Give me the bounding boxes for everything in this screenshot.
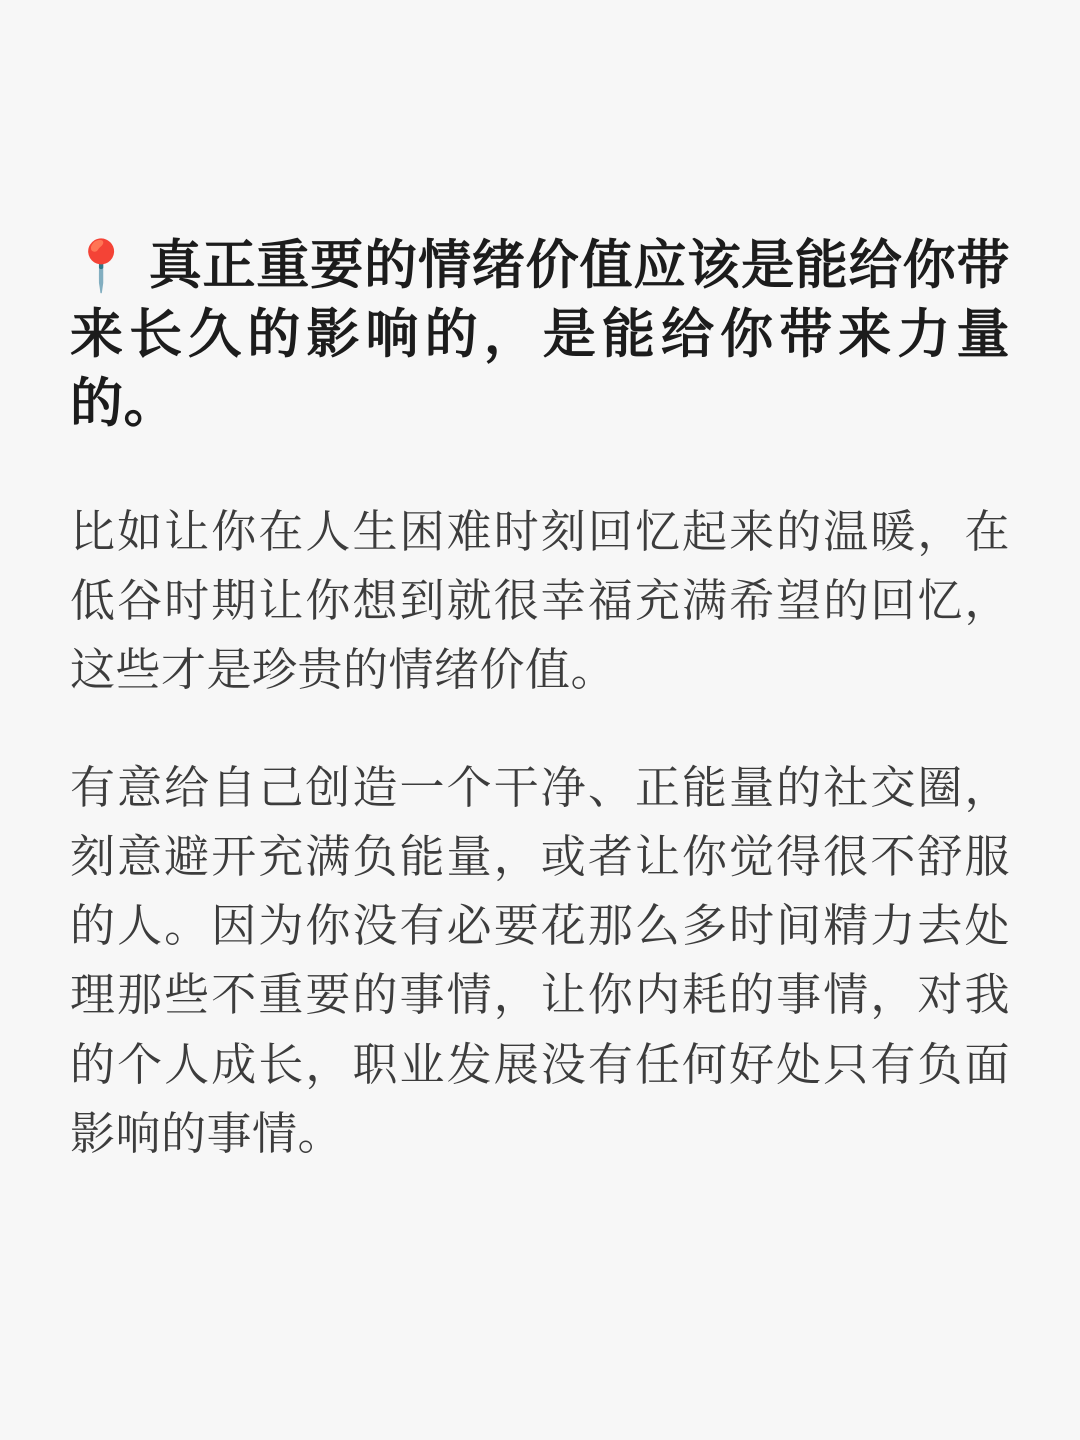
page-title-text: 真正重要的情绪价值应该是能给你带来长久的影响的，是能给你带来力量的。 — [70, 236, 1010, 433]
page-title — [70, 232, 1010, 439]
body-paragraph: 有意给自己创造一个干净、正能量的社交圈，刻意避开充满负能量，或者让你觉得很不舒服的人。因为你没有必要花那么多时间精力去处理那些不重要的事情，让你内耗的事情，对我的个人成长，职业发展没有任何好处只有负面影响的事情。 — [70, 761, 1010, 1160]
pin-icon: 📍 — [70, 238, 134, 294]
body-paragraph: 比如让你在人生困难时刻回忆起来的温暖，在低谷时期让你想到就很幸福充满希望的回忆，这些才是珍贵的情绪价值。 — [70, 505, 1010, 696]
